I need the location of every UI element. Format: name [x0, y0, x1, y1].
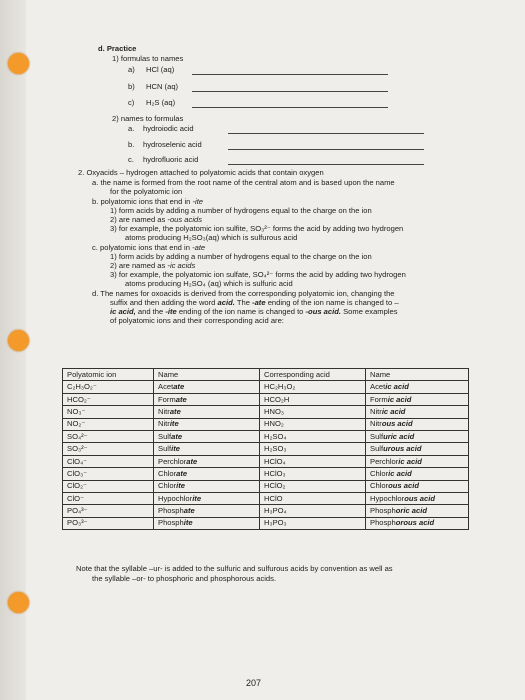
oxyacids-d-line4: of polyatomic ions and their corresponding acid are:	[110, 316, 284, 325]
ion-name-cell: Nitrate	[154, 406, 260, 418]
acid-formula-cell: HNO₃	[260, 406, 366, 418]
ion-formula-cell: PO₄³⁻	[63, 505, 154, 517]
ion-name-cell: Sulfate	[154, 430, 260, 442]
ion-name-cell: Hypochlorite	[154, 492, 260, 504]
practice-item-c-label: c)	[128, 98, 135, 107]
table-header: Name	[366, 369, 469, 381]
oxyacids-b2: 2) are named as -ous acids	[110, 215, 203, 224]
table-header-row	[63, 369, 469, 381]
table-row	[63, 455, 469, 467]
oxyacids-b-line: b. polyatomic ions that end in -ite	[92, 197, 204, 206]
page-number: 207	[246, 678, 262, 688]
practice-name-b: hydroselenic acid	[143, 140, 202, 149]
table-row	[63, 393, 469, 405]
oxyacids-c3-line2: atoms producing H₂SO₄ (aq) which is sulfuric acid	[125, 279, 293, 288]
table-row	[63, 505, 469, 517]
table-row	[63, 418, 469, 430]
oxyacids-heading: 2. Oxyacids – hydrogen attached to polyatomic acids that contain oxygen	[78, 168, 324, 177]
ion-formula-cell: NO₃⁻	[63, 406, 154, 418]
answer-line[interactable]	[192, 107, 388, 108]
answer-line[interactable]	[228, 133, 424, 134]
answer-line[interactable]	[192, 91, 388, 92]
table-row	[63, 443, 469, 455]
practice-item-b-label: b)	[128, 82, 135, 91]
ion-formula-cell: SO₄²⁻	[63, 430, 154, 442]
oxyacids-d-line1: d. The names for oxoacids is derived from the corresponding polyatomic ion, changing the	[92, 289, 395, 298]
ion-formula-cell: SO₃²⁻	[63, 443, 154, 455]
ion-formula-cell: ClO₂⁻	[63, 480, 154, 492]
answer-line[interactable]	[192, 74, 388, 75]
oxyacids-c3-line1: 3) for example, the polyatomic ion sulfate, SO₄²⁻ forms the acid by adding two hydrogen	[110, 270, 406, 279]
acid-formula-cell: HClO₂	[260, 480, 366, 492]
table-row	[63, 430, 469, 442]
practice-part1-title: 1) formulas to names	[112, 54, 184, 63]
oxyacids-c2: 2) are named as -ic acids	[110, 261, 196, 270]
table-header: Polyatomic ion	[63, 369, 154, 381]
note-line2: the syllable –or- to phosphoric and phosphorous acids.	[92, 574, 277, 583]
table-header: Corresponding acid	[260, 369, 366, 381]
acid-name-cell: Sulfurous acid	[366, 443, 469, 455]
acid-name-cell: Chloric acid	[366, 468, 469, 480]
ion-name-cell: Sulfite	[154, 443, 260, 455]
ion-name-cell: Acetate	[154, 381, 260, 393]
ion-formula-cell: NO₂⁻	[63, 418, 154, 430]
oxyacids-b3-line2: atoms producing H₂SO₃(aq) which is sulfurous acid	[125, 233, 298, 242]
practice-part2-title: 2) names to formulas	[112, 114, 184, 123]
acid-formula-cell: H₂SO₄	[260, 430, 366, 442]
acid-name-cell: Perchloric acid	[366, 455, 469, 467]
ion-name-cell: Nitrite	[154, 418, 260, 430]
oxyacids-b1: 1) form acids by adding a number of hydrogens equal to the charge on the ion	[110, 206, 372, 215]
oxyacids-a-line1: a. the name is formed from the root name of the central atom and is based upon the name	[92, 178, 395, 187]
acid-name-cell: Phosphoric acid	[366, 505, 469, 517]
ion-formula-cell: ClO₄⁻	[63, 455, 154, 467]
ion-formula-cell: HCO₂⁻	[63, 393, 154, 405]
practice-name-b-label: b.	[128, 140, 135, 149]
acid-name-cell: Phosphorous acid	[366, 517, 469, 529]
ion-name-cell: Formate	[154, 393, 260, 405]
table-row	[63, 517, 469, 529]
practice-name-a-label: a.	[128, 124, 135, 133]
acid-formula-cell: HClO	[260, 492, 366, 504]
ion-name-cell: Chlorite	[154, 480, 260, 492]
note-line1: Note that the syllable –ur- is added to the sulfuric and sulfurous acids by convention as well as	[76, 564, 393, 573]
acid-name-cell: Chlorous acid	[366, 480, 469, 492]
ion-formula-cell: ClO⁻	[63, 492, 154, 504]
oxyacids-d-line2: suffix and then adding the word acid. The -ate ending of the ion name is changed to –	[110, 298, 399, 307]
acid-formula-cell: HClO₃	[260, 468, 366, 480]
acid-name-cell: Acetic acid	[366, 381, 469, 393]
acid-formula-cell: H₃PO₃	[260, 517, 366, 529]
answer-line[interactable]	[228, 164, 424, 165]
ion-name-cell: Perchlorate	[154, 455, 260, 467]
practice-item-b-formula: HCN (aq)	[146, 82, 179, 91]
acid-formula-cell: HNO₂	[260, 418, 366, 430]
answer-line[interactable]	[228, 149, 424, 150]
oxyacids-a-line2: for the polyatomic ion	[110, 187, 183, 196]
table-row	[63, 406, 469, 418]
acid-formula-cell: HCO₂H	[260, 393, 366, 405]
oxyacids-d-line3: ic acid, and the -ite ending of the ion name is changed to -ous acid. Some examples	[110, 307, 398, 316]
oxyacids-c1: 1) form acids by adding a number of hydrogens equal to the charge on the ion	[110, 252, 372, 261]
table-header: Name	[154, 369, 260, 381]
acid-name-cell: Formic acid	[366, 393, 469, 405]
practice-heading: d. Practice	[98, 44, 137, 53]
ion-name-cell: Chlorate	[154, 468, 260, 480]
acid-formula-cell: H₂SO₃	[260, 443, 366, 455]
oxyacids-c-line: c. polyatomic ions that end in -ate	[92, 243, 206, 252]
acid-name-cell: Nitric acid	[366, 406, 469, 418]
oxyacids-b3-line1: 3) for example, the polyatomic ion sulfite, SO₃²⁻ forms the acid by adding two hydrogen	[110, 224, 404, 233]
acid-name-cell: Nitrous acid	[366, 418, 469, 430]
table-row	[63, 468, 469, 480]
polyatomic-ion-table	[62, 368, 469, 530]
acid-formula-cell: H₃PO₄	[260, 505, 366, 517]
acid-name-cell: Sulfuric acid	[366, 430, 469, 442]
ion-formula-cell: PO₃³⁻	[63, 517, 154, 529]
practice-item-a-label: a)	[128, 65, 135, 74]
practice-name-a: hydroiodic acid	[143, 124, 194, 133]
practice-name-c: hydrofluoric acid	[143, 155, 199, 164]
ion-name-cell: Phosphite	[154, 517, 260, 529]
practice-item-a-formula: HCl (aq)	[146, 65, 175, 74]
acid-formula-cell: HC₂H₃O₂	[260, 381, 366, 393]
practice-name-c-label: c.	[128, 155, 134, 164]
ion-name-cell: Phosphate	[154, 505, 260, 517]
acid-formula-cell: HClO₄	[260, 455, 366, 467]
acid-name-cell: Hypochlorous acid	[366, 492, 469, 504]
table-row	[63, 381, 469, 393]
ion-formula-cell: C₂H₃O₂⁻	[63, 381, 154, 393]
table-row	[63, 480, 469, 492]
practice-item-c-formula: H₂S (aq)	[146, 98, 176, 107]
ion-formula-cell: ClO₃⁻	[63, 468, 154, 480]
table-row	[63, 492, 469, 504]
